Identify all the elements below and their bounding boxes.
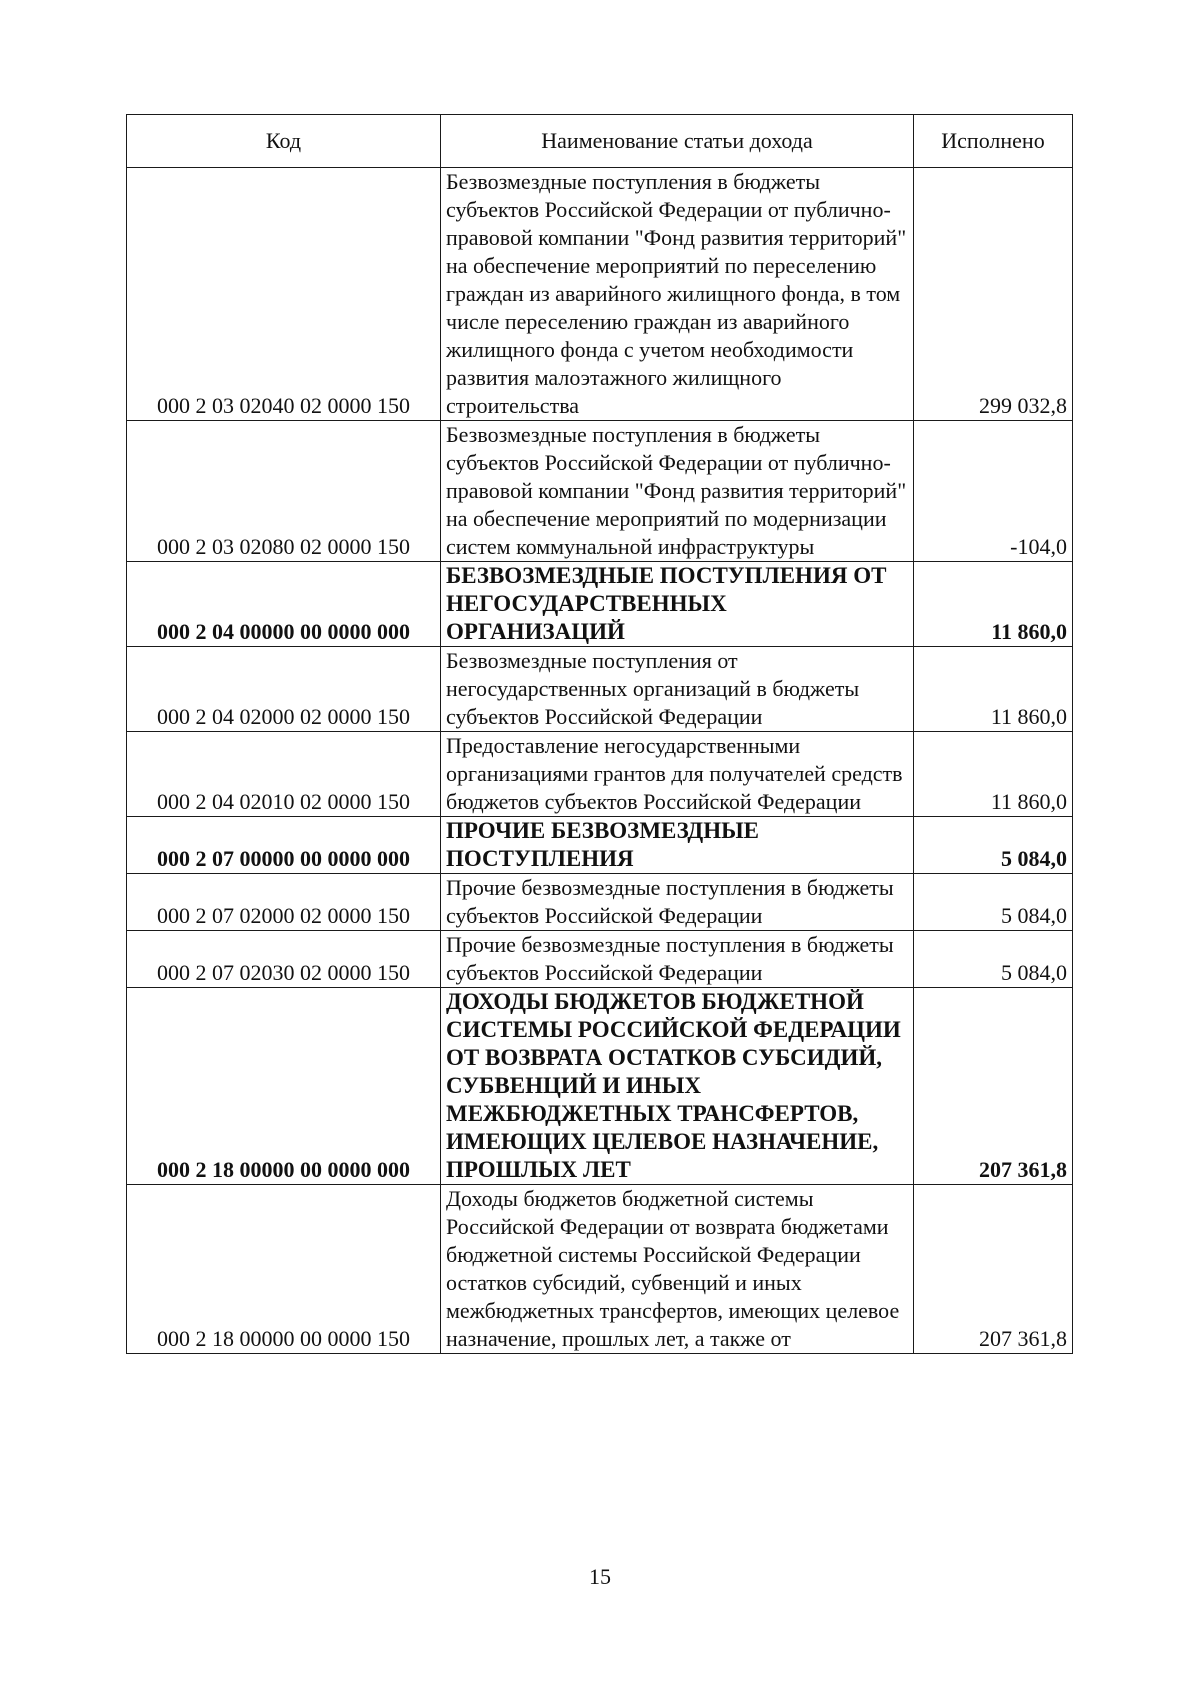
- row-code: 000 2 18 00000 00 0000 150: [127, 1185, 441, 1354]
- row-code: 000 2 03 02080 02 0000 150: [127, 421, 441, 562]
- header-value: Исполнено: [914, 115, 1073, 168]
- table-row: [127, 647, 1073, 732]
- row-name: Безвозмездные поступления в бюджеты субъектов Российской Федерации от публично-правовой компании "Фонд развития территорий" на обеспечение мероприятий по модернизации систем коммунальной инфраструктуры: [441, 421, 914, 562]
- row-code: 000 2 07 00000 00 0000 000: [127, 817, 441, 874]
- row-value: 5 084,0: [914, 817, 1073, 874]
- row-name: Прочие безвозмездные поступления в бюджеты субъектов Российской Федерации: [441, 874, 914, 931]
- row-name: Предоставление негосударственными организациями грантов для получателей средств бюджетов субъектов Российской Федерации: [441, 732, 914, 817]
- row-code: 000 2 04 02010 02 0000 150: [127, 732, 441, 817]
- row-code: 000 2 04 00000 00 0000 000: [127, 562, 441, 647]
- table-row: [127, 1185, 1073, 1354]
- page-number: 15: [589, 1564, 611, 1589]
- table-row: [127, 817, 1073, 874]
- row-value: 207 361,8: [914, 988, 1073, 1185]
- row-name: Прочие безвозмездные поступления в бюджеты субъектов Российской Федерации: [441, 931, 914, 988]
- row-name: Безвозмездные поступления в бюджеты субъектов Российской Федерации от публично-правовой компании "Фонд развития территорий" на обеспечение мероприятий по переселению граждан из аварийного жилищного фонда, в том числе переселению граждан из аварийного жилищного фонда с учетом необходимости развития малоэтажного жилищного строительства: [441, 168, 914, 421]
- row-value: 11 860,0: [914, 647, 1073, 732]
- table-row: [127, 732, 1073, 817]
- row-name: Доходы бюджетов бюджетной системы Российской Федерации от возврата бюджетами бюджетной системы Российской Федерации остатков субсидий, субвенций и иных межбюджетных трансфертов, имеющих целевое назначение, прошлых лет, а также от: [441, 1185, 914, 1354]
- header-code: Код: [127, 115, 441, 168]
- row-code: 000 2 03 02040 02 0000 150: [127, 168, 441, 421]
- row-value: -104,0: [914, 421, 1073, 562]
- row-code: 000 2 07 02030 02 0000 150: [127, 931, 441, 988]
- row-value: 5 084,0: [914, 874, 1073, 931]
- row-value: 5 084,0: [914, 931, 1073, 988]
- row-code: 000 2 04 02000 02 0000 150: [127, 647, 441, 732]
- row-name: БЕЗВОЗМЕЗДНЫЕ ПОСТУПЛЕНИЯ ОТ НЕГОСУДАРСТВЕННЫХ ОРГАНИЗАЦИЙ: [441, 562, 914, 647]
- row-value: 11 860,0: [914, 562, 1073, 647]
- table-row: [127, 562, 1073, 647]
- row-name: Безвозмездные поступления от негосударственных организаций в бюджеты субъектов Российской Федерации: [441, 647, 914, 732]
- row-value: 299 032,8: [914, 168, 1073, 421]
- table-row: [127, 931, 1073, 988]
- revenue-table: [126, 114, 1073, 1354]
- row-code: 000 2 18 00000 00 0000 000: [127, 988, 441, 1185]
- row-name: ДОХОДЫ БЮДЖЕТОВ БЮДЖЕТНОЙ СИСТЕМЫ РОССИЙСКОЙ ФЕДЕРАЦИИ ОТ ВОЗВРАТА ОСТАТКОВ СУБСИДИЙ, СУБВЕНЦИЙ И ИНЫХ МЕЖБЮДЖЕТНЫХ ТРАНСФЕРТОВ, ИМЕЮЩИХ ЦЕЛЕВОЕ НАЗНАЧЕНИЕ, ПРОШЛЫХ ЛЕТ: [441, 988, 914, 1185]
- row-value: 11 860,0: [914, 732, 1073, 817]
- table-header-row: [127, 115, 1073, 168]
- table-row: [127, 168, 1073, 421]
- row-name: ПРОЧИЕ БЕЗВОЗМЕЗДНЫЕ ПОСТУПЛЕНИЯ: [441, 817, 914, 874]
- row-code: 000 2 07 02000 02 0000 150: [127, 874, 441, 931]
- header-name: Наименование статьи дохода: [441, 115, 914, 168]
- table-row: [127, 874, 1073, 931]
- row-value: 207 361,8: [914, 1185, 1073, 1354]
- table-row: [127, 421, 1073, 562]
- table-row: [127, 988, 1073, 1185]
